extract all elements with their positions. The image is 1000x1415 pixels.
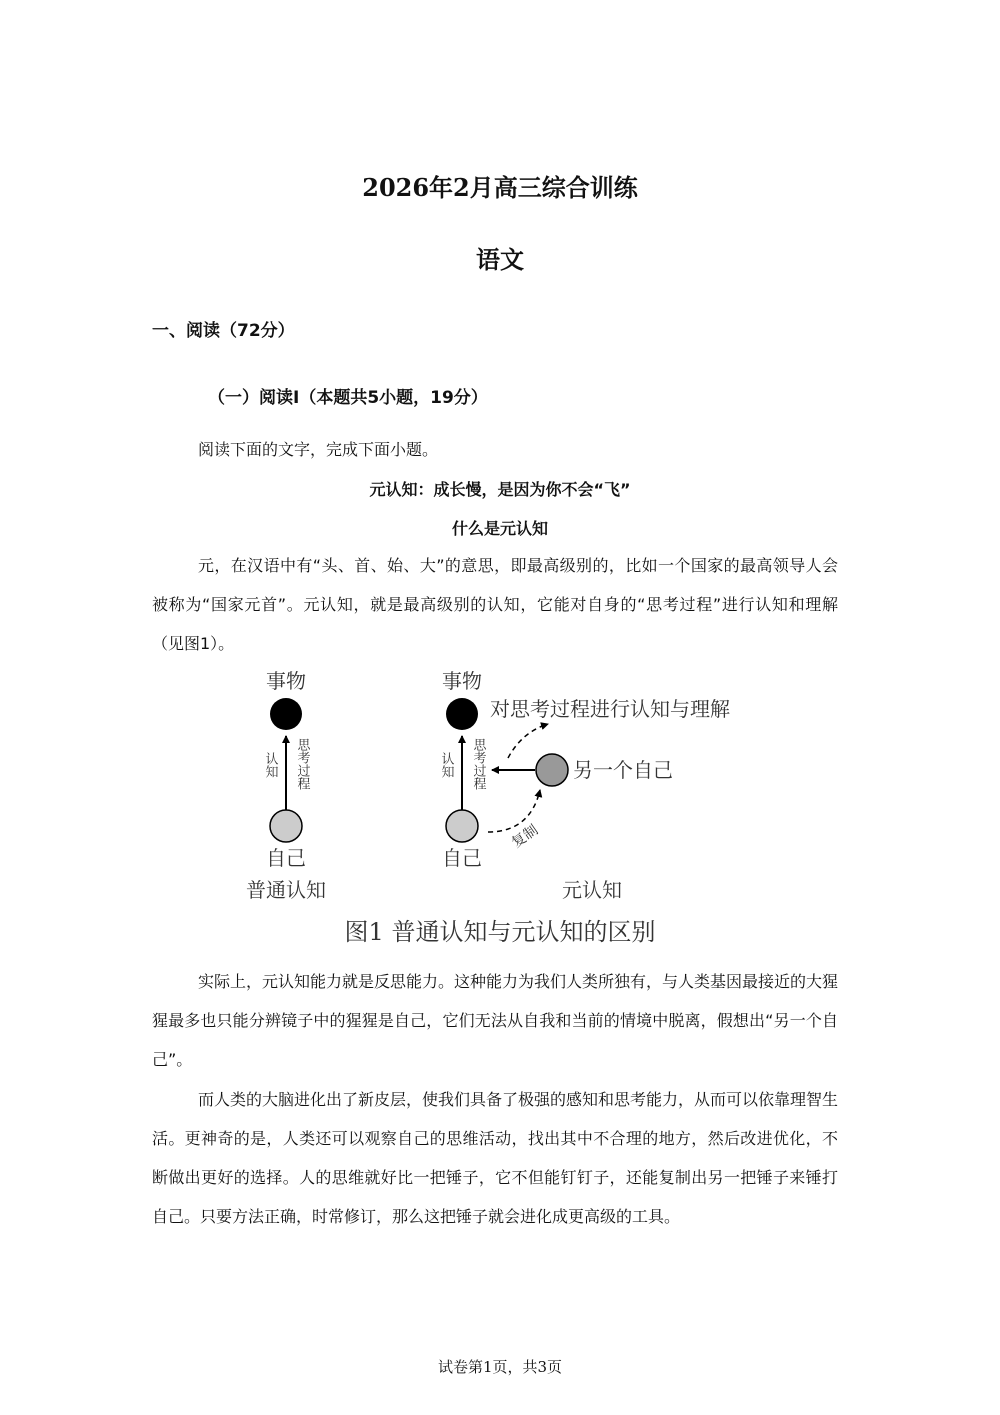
copy-label: 复制 [509,822,542,852]
right-self-circle [446,810,478,842]
right-vertical-b: 思考过程 [470,738,486,790]
left-vertical-a: 认知 [262,752,278,778]
right-thing-label: 事物 [442,669,482,693]
left-thing-circle [270,698,302,730]
figure-caption: 图1 普通认知与元认知的区别 [344,918,656,946]
subsection-heading: （一）阅读Ⅰ（本题共5小题，19分） [208,388,488,408]
meta-curve [508,724,548,758]
right-caption: 元认知 [562,878,622,902]
left-vertical-b: 思考过程 [294,738,310,790]
page-footer: 试卷第1页，共3页 [437,1358,563,1376]
article-subtitle: 什么是元认知 [451,519,548,538]
left-self-circle [270,810,302,842]
right-self-label: 自己 [442,846,482,870]
other-self-label: 另一个自己 [573,758,673,782]
left-thing-label: 事物 [266,669,306,693]
other-self-circle [536,754,568,786]
meta-label: 对思考过程进行认知与理解 [490,697,730,721]
figure-cognition-diagram [230,662,790,952]
right-thing-circle [446,698,478,730]
paragraph-1: 元，在汉语中有“头、首、始、大”的意思，即最高级别的，比如一个国家的最高领导人会被称为“国家元首”。元认知，就是最高级别的认知，它能对自身的“思考过程”进行认知和理解（见图1）。 [152,556,838,653]
paragraph-3: 而人类的大脑进化出了新皮层，使我们具备了极强的感知和思考能力，从而可以依靠理智生活。更神奇的是，人类还可以观察自己的思维活动，找出其中不合理的地方，然后改进优化，不断做出更好的选择。人的思维就好比一把锤子，它不但能钉钉子，还能复制出另一把锤子来锤打自己。只要方法正确，时常修订，那么这把锤子就会进化成更高级的工具。 [152,1090,839,1226]
instruction-text: 阅读下面的文字，完成下面小题。 [198,440,439,459]
right-vertical-a: 认知 [438,752,454,778]
exam-title: 2026年2月高三综合训练 [362,173,638,202]
subject-title: 语文 [476,246,524,274]
paragraph-2: 实际上，元认知能力就是反思能力。这种能力为我们人类所独有，与人类基因最接近的大猩猩最多也只能分辨镜子中的猩猩是自己，它们无法从自我和当前的情境中脱离，假想出“另一个自己”。 [152,972,839,1069]
left-self-label: 自己 [266,846,306,870]
section-heading: 一、阅读（72分） [152,321,295,341]
article-title: 元认知：成长慢，是因为你不会“飞” [369,480,631,499]
left-caption: 普通认知 [246,878,326,902]
